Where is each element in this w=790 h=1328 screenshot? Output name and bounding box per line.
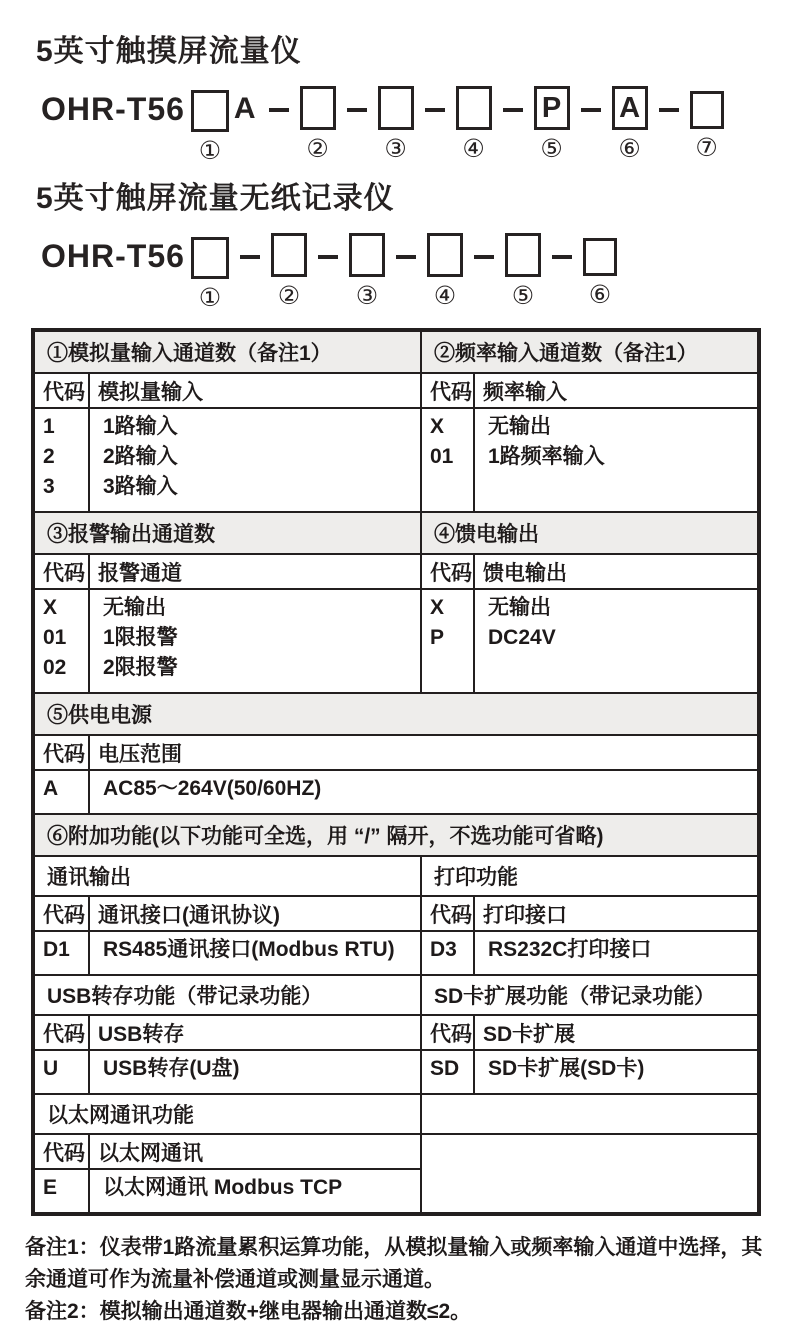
model-box-3 <box>378 86 414 130</box>
model-box-5 <box>505 233 541 277</box>
section1-header: ①模拟量输入通道数（备注1） <box>33 330 421 373</box>
alarm-channel-column-header: 报警通道 <box>89 554 421 589</box>
ethernet-description <box>89 1169 421 1214</box>
section5-header: ⑤供电电源 <box>33 693 759 735</box>
code-value: X <box>430 596 445 619</box>
power-supply-code <box>33 770 89 814</box>
code-column-header: 代码 <box>33 1134 89 1169</box>
position-number-2: ② <box>306 134 329 163</box>
sd-function-header: SD卡扩展功能（带记录功能） <box>421 975 759 1015</box>
code-column-header: 代码 <box>33 554 89 589</box>
box-letter-p: P <box>541 91 562 124</box>
model-segment-6 <box>612 86 648 161</box>
sd-description <box>474 1050 759 1094</box>
position-number-1: ① <box>198 283 222 312</box>
empty-cell <box>421 1134 759 1214</box>
model-box-p <box>534 86 570 130</box>
code-column-header: 代码 <box>421 896 474 931</box>
usb-description <box>89 1050 421 1094</box>
alarm-descriptions <box>89 589 421 693</box>
model-segment-2 <box>271 233 307 308</box>
code-column-header: 代码 <box>421 554 474 589</box>
dash-separator <box>318 255 338 259</box>
code-description: 1限报警 <box>103 626 178 649</box>
code-value: U <box>43 1057 59 1080</box>
code-description: AC85～264V(50/60HZ) <box>103 777 322 800</box>
model-code-recorder <box>41 233 759 310</box>
model-box-a <box>612 86 648 130</box>
code-value: SD <box>430 1057 460 1080</box>
code-description: RS232C打印接口 <box>488 938 652 961</box>
model-segment-1 <box>191 86 229 163</box>
code-description: 无输出 <box>488 596 551 619</box>
code-description: 以太网通讯 Modbus TCP <box>103 1176 343 1199</box>
model-box-7 <box>690 91 724 129</box>
recorder-title: 5英寸触屏流量无纸记录仪 <box>36 182 395 215</box>
comm-output-header: 通讯输出 <box>33 856 421 896</box>
position-number-5: ⑤ <box>511 281 535 310</box>
ethernet-code <box>33 1169 89 1214</box>
dash-separator <box>269 108 289 112</box>
code-description: 无输出 <box>488 415 551 438</box>
model-segment-7 <box>690 86 724 160</box>
section3-header: ③报警输出通道数 <box>33 512 421 554</box>
code-description: 1路频率输入 <box>488 445 605 468</box>
code-value: 01 <box>430 445 454 468</box>
model-prefix: OHR-T56 <box>41 238 185 274</box>
code-column-header: 代码 <box>33 735 89 770</box>
position-number-4: ④ <box>462 134 485 163</box>
code-value: 2 <box>43 445 55 468</box>
dash-separator <box>659 108 679 112</box>
model-segment-3 <box>349 233 385 308</box>
code-value: 01 <box>43 626 67 649</box>
position-number-3: ③ <box>355 281 379 310</box>
code-column-header: 代码 <box>33 373 89 408</box>
model-prefix: OHR-T56 <box>41 91 185 127</box>
code-description: 2限报警 <box>103 656 178 679</box>
code-description: RS485通讯接口(Modbus RTU) <box>103 938 395 961</box>
model-segment-6 <box>583 233 617 307</box>
dash-separator <box>425 108 445 112</box>
model-code-flowmeter <box>41 86 759 163</box>
analog-input-codes <box>33 408 89 512</box>
model-box-4 <box>427 233 463 277</box>
power-output-descriptions <box>474 589 759 693</box>
power-output-codes <box>421 589 474 693</box>
model-segment-1 <box>191 233 229 310</box>
code-value: E <box>43 1176 58 1199</box>
model-box-2 <box>271 233 307 277</box>
print-description <box>474 931 759 975</box>
code-value: 1 <box>43 415 55 438</box>
sd-column-header: SD卡扩展 <box>474 1015 759 1050</box>
position-number-3: ③ <box>384 134 407 163</box>
voltage-range-column-header: 电压范围 <box>89 735 759 770</box>
code-column-header: 代码 <box>33 896 89 931</box>
dash-separator <box>240 255 260 259</box>
usb-code <box>33 1050 89 1094</box>
position-number-4: ④ <box>433 281 457 310</box>
code-description: 1路输入 <box>103 415 178 438</box>
comm-code <box>33 931 89 975</box>
ethernet-function-header: 以太网通讯功能 <box>33 1094 421 1134</box>
ethernet-column-header: 以太网通讯 <box>89 1134 421 1169</box>
model-segment-2 <box>300 86 336 161</box>
footnote-2: 备注2：模拟输出通道数+继电器输出通道数≤2。 <box>25 1300 472 1323</box>
dash-separator <box>552 255 572 259</box>
code-value: X <box>430 415 445 438</box>
code-column-header: 代码 <box>33 1015 89 1050</box>
alarm-codes <box>33 589 89 693</box>
model-segment-5 <box>505 233 541 308</box>
code-column-header: 代码 <box>421 1015 474 1050</box>
position-number-7: ⑦ <box>695 133 718 162</box>
code-description: 3路输入 <box>103 475 178 498</box>
dash-separator <box>396 255 416 259</box>
position-number-6: ⑥ <box>618 134 641 163</box>
dash-separator <box>581 108 601 112</box>
position-number-2: ② <box>277 281 301 310</box>
usb-column-header: USB转存 <box>89 1015 421 1050</box>
code-description: DC24V <box>488 626 556 649</box>
model-box-2 <box>300 86 336 130</box>
freq-input-descriptions <box>474 408 759 512</box>
model-segment-3 <box>378 86 414 161</box>
print-code <box>421 931 474 975</box>
code-value: P <box>430 626 445 649</box>
code-description: SD卡扩展(SD卡) <box>488 1057 645 1080</box>
power-output-column-header: 馈电输出 <box>474 554 759 589</box>
code-description: USB转存(U盘) <box>103 1057 240 1080</box>
model-box-4 <box>456 86 492 130</box>
model-segment-5 <box>534 86 570 161</box>
freq-input-codes <box>421 408 474 512</box>
dash-separator <box>503 108 523 112</box>
power-supply-description <box>89 770 759 814</box>
print-function-header: 打印功能 <box>421 856 759 896</box>
flowmeter-title: 5英寸触摸屏流量仪 <box>36 35 302 68</box>
code-value: 3 <box>43 475 55 498</box>
model-fixed-letter-a: A <box>233 92 256 125</box>
code-value: D1 <box>43 938 70 961</box>
analog-input-descriptions <box>89 408 421 512</box>
section2-header: ②频率输入通道数（备注1） <box>421 330 759 373</box>
section4-header: ④馈电输出 <box>421 512 759 554</box>
model-segment-4 <box>456 86 492 161</box>
freq-input-column-header: 频率输入 <box>474 373 759 408</box>
section6-header: ⑥附加功能(以下功能可全选，用 “/” 隔开，不选功能可省略) <box>33 814 759 856</box>
model-box-3 <box>349 233 385 277</box>
comm-interface-column-header: 通讯接口(通讯协议) <box>89 896 421 931</box>
position-number-1: ① <box>198 136 222 165</box>
code-value: A <box>43 777 59 800</box>
ordering-code-table <box>31 328 761 1216</box>
print-interface-column-header: 打印接口 <box>474 896 759 931</box>
position-number-5: ⑤ <box>540 134 563 163</box>
footnote-1: 备注1：仪表带1路流量累积运算功能，从模拟量输入或频率输入通道中选择，其余通道可作为流量补偿通道或测量显示通道。 <box>25 1236 763 1291</box>
dash-separator <box>474 255 494 259</box>
model-segment-4 <box>427 233 463 308</box>
code-value: X <box>43 596 58 619</box>
sd-code <box>421 1050 474 1094</box>
code-description: 2路输入 <box>103 445 178 468</box>
code-column-header: 代码 <box>421 373 474 408</box>
code-value: D3 <box>430 938 457 961</box>
code-value: 02 <box>43 656 67 679</box>
footnotes <box>25 1232 777 1328</box>
empty-cell <box>421 1094 759 1134</box>
model-box-1 <box>191 237 229 279</box>
code-description: 无输出 <box>103 596 166 619</box>
dash-separator <box>347 108 367 112</box>
model-box-1 <box>191 90 229 132</box>
box-letter-a: A <box>619 91 641 124</box>
model-box-6 <box>583 238 617 276</box>
usb-function-header: USB转存功能（带记录功能） <box>33 975 421 1015</box>
comm-description <box>89 931 421 975</box>
analog-input-column-header: 模拟量输入 <box>89 373 421 408</box>
position-number-6: ⑥ <box>588 280 612 309</box>
